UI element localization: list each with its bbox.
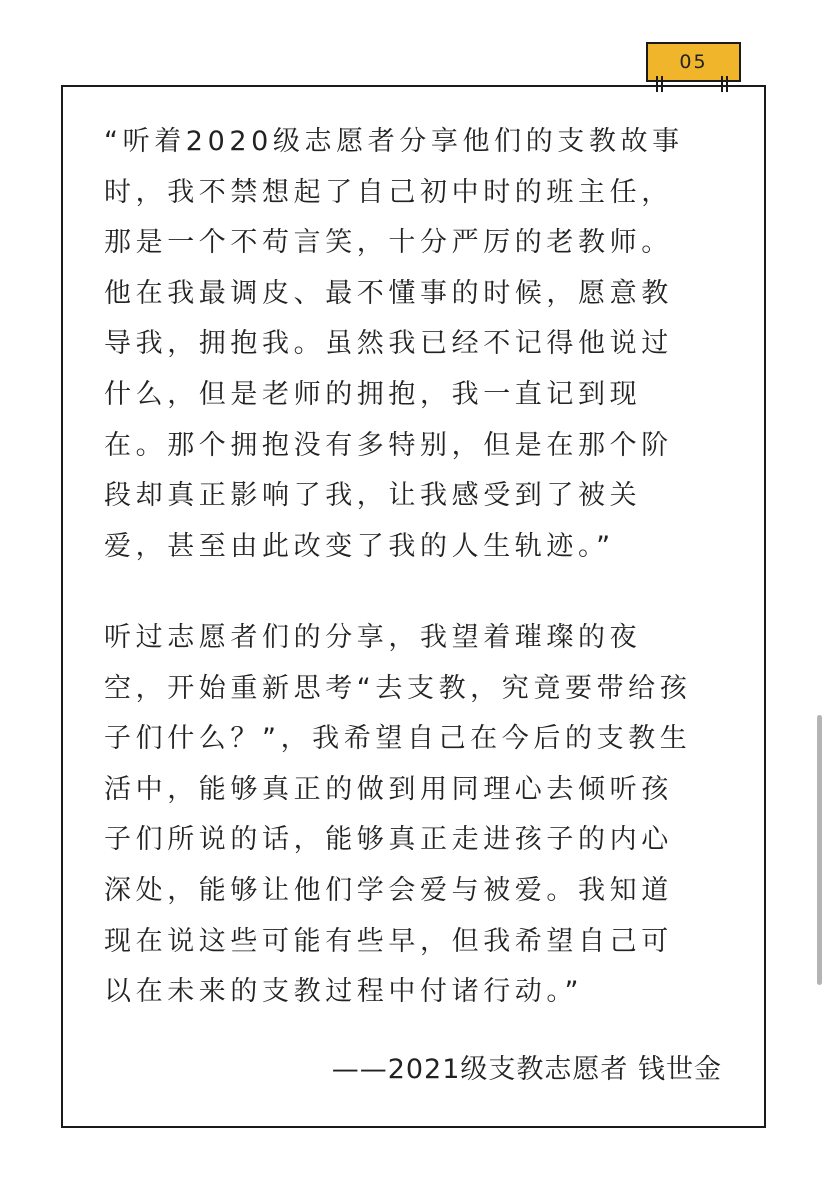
text-line: 现在说这些可能有些早，但我希望自己可 — [104, 925, 673, 957]
text-line: 导我，拥抱我。虽然我已经不记得他说过 — [104, 328, 673, 360]
quote-paragraph-1 — [104, 117, 724, 572]
text-line: 在。那个拥抱没有多特别，但是在那个阶 — [104, 429, 673, 461]
page-number: 05 — [679, 51, 708, 73]
badge-connector-left-a — [656, 76, 658, 92]
text-line: 那是一个不苟言笑，十分严厉的老教师。 — [104, 227, 673, 259]
text-line: 听过志愿者们的分享，我望着璀璨的夜 — [104, 622, 642, 653]
text-line: 什么，但是老师的拥抱，我一直记到现 — [104, 378, 642, 410]
text-line: 段却真正影响了我，让我感受到了被关 — [104, 480, 642, 512]
attribution: ——2021级支教志愿者 钱世金 — [331, 1054, 722, 1085]
quote-paragraph-2 — [104, 613, 724, 1018]
scrollbar[interactable] — [817, 715, 822, 985]
text-line: “听着2020级志愿者分享他们的支教故事 — [104, 126, 684, 157]
text-line: 子们什么？”，我希望自己在今后的支教生 — [104, 723, 692, 755]
text-line: 爱，甚至由此改变了我的人生轨迹。” — [104, 530, 615, 562]
text-line: 他在我最调皮、最不懂事的时候，愿意教 — [104, 277, 673, 309]
text-line: 子们所说的话，能够真正走进孩子的内心 — [104, 824, 673, 856]
badge-connector-right-b — [726, 76, 728, 92]
badge-connector-right-a — [721, 76, 723, 92]
text-line: 活中，能够真正的做到用同理心去倾听孩 — [104, 773, 673, 805]
text-line: 以在未来的支教过程中付诸行动。” — [104, 976, 584, 1008]
text-line: 时，我不禁想起了自己初中时的班主任， — [104, 176, 673, 208]
text-line: 空，开始重新思考“去支教，究竟要带给孩 — [104, 672, 692, 704]
text-line: 深处，能够让他们学会爱与被爱。我知道 — [104, 874, 673, 906]
badge-connector-left-b — [661, 76, 663, 92]
